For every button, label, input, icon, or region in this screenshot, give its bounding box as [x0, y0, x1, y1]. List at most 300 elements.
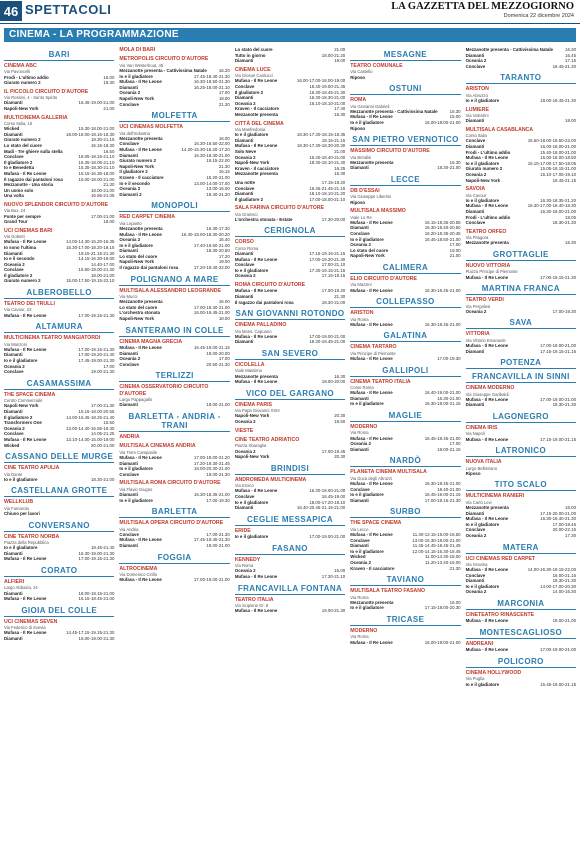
showtime-row [119, 543, 229, 549]
venue-name: RED CARPET CINEMA [119, 214, 176, 221]
showtime-row [350, 126, 460, 132]
film-title: Mufasa - Il Re Leone [465, 342, 509, 348]
film-title: Diamanti [4, 131, 23, 137]
film-title: Mufasa - Il Re Leone [4, 437, 47, 443]
showtime-row [4, 219, 114, 225]
venue-address: Via Fumarola [4, 505, 29, 511]
showtime-row [350, 401, 460, 407]
film-title: Giurato numero 2 [465, 166, 503, 172]
showtime-row [119, 577, 229, 583]
city-heading: COLLEPASSO [350, 296, 460, 308]
film-title: Conclave [119, 471, 139, 477]
venue-address: Via Federico di Svevia [4, 625, 46, 631]
showtimes: 15.05-18.15-21.00 [540, 166, 577, 172]
venue-block [235, 437, 345, 460]
film-title: Conclave [119, 101, 139, 107]
film-title: Mufasa - Il Re Leone [350, 321, 393, 327]
city-heading: BARI [4, 49, 114, 61]
film-title: Conclave [4, 154, 24, 160]
showtimes: 18.00-20.30-21.00 [193, 466, 230, 472]
venue-address: Via Mazzini [350, 282, 372, 288]
showtime-row [350, 498, 460, 504]
film-title: Diamanti [4, 590, 23, 596]
film-title: Io e il gladiatore [350, 492, 384, 498]
showtimes: 14.20-15.30-16.20-17.20 [181, 146, 230, 152]
venue-address: Viale Massimo [234, 368, 262, 374]
showtimes: 17.00 [449, 242, 461, 248]
showtimes: 18.00-21.00 [552, 618, 577, 624]
showtime-row [235, 608, 345, 614]
showtimes: 18.30-18.45-21.00 [309, 339, 346, 345]
showtimes: 20.00-21.00 [90, 442, 115, 448]
showtimes: 16.55-21.05 [90, 193, 115, 199]
film-title: Lo stato del cuore [119, 304, 158, 310]
showtimes: 18.50 [334, 419, 346, 425]
showtime-row [4, 106, 114, 112]
venue-address: Viale Lo Re [350, 214, 372, 220]
venue-block [4, 89, 114, 112]
venue-address: Via Van Westerhout, 45 [119, 62, 164, 68]
showtimes: 18.40-21.20 [206, 191, 230, 197]
section-banner: CINEMA - LA PROGRAMMAZIONE [4, 28, 576, 42]
showtimes: 19.00-21.30 [206, 471, 230, 477]
showtimes: 15.10-17.05-19.10 [540, 171, 577, 177]
showtime-row [4, 556, 114, 562]
film-title: Io e il gladiatore [234, 534, 269, 540]
venue-address: Via Dante [4, 471, 23, 477]
film-title: Diamanti [119, 402, 138, 408]
film-title: Diamanti [350, 446, 369, 452]
showtimes: 14.40-17.00 [90, 261, 115, 267]
city-heading: BRINDISI [235, 463, 345, 475]
showtimes: 18.00-21.00 [206, 402, 230, 408]
showtime-row [350, 605, 460, 611]
showtimes: 19.15-21.15-21.30 [78, 250, 115, 256]
showtimes: 17.45-19.45-21.30 [193, 537, 230, 543]
film-title: Napoli-New York [234, 160, 270, 166]
showtimes: 15.50-18.00-18.50-22.00 [527, 138, 577, 144]
venue-name: CINEMA TARTARO [350, 344, 397, 351]
film-title: Chiuso per lavori [4, 511, 40, 517]
showtimes: 16.00 [565, 504, 577, 510]
showtime-row [466, 178, 576, 184]
showtime-row [350, 447, 460, 453]
showtimes: 19.00-21.30 [321, 608, 346, 614]
film-title: Mufasa - Il Re Leone [119, 577, 162, 583]
showtimes: 16.50-19.00-21.30 [78, 267, 115, 273]
showtime-row [466, 240, 576, 246]
showtime-row [235, 339, 345, 345]
city-heading: CONVERSANO [4, 520, 114, 532]
film-title: Napoli-New York [119, 95, 154, 101]
showtimes: 13.00-15.30-18.00-21.00 [412, 537, 461, 543]
film-title: Mezzanotte - Una storia [4, 182, 54, 188]
venue-name: MULTISALA CASABLANCA [465, 126, 534, 133]
showtime-row [4, 80, 114, 86]
venue-block [235, 47, 345, 64]
film-title: Kraven - Il cacciatore [234, 165, 279, 171]
showtimes: 14.00-17.00-20.30 [540, 583, 577, 589]
city-heading: FOGGIA [119, 552, 229, 564]
venue-address: Via Pergolesi [465, 303, 491, 309]
city-heading: CASTELLANA GROTTE [4, 485, 114, 497]
showtimes: 17.00-18.30-21.00 [193, 304, 230, 310]
venue-name: CINETEATRO RINASCENTE [465, 612, 535, 619]
film-title: Diamanti [4, 250, 23, 256]
venue-block [119, 566, 229, 583]
showtimes: 17.00-19.30 [206, 497, 230, 503]
showtime-row [235, 58, 345, 64]
showtimes: 17.00-19.15-21.30 [78, 312, 115, 318]
venue-name: UCI CINEMAS SEVEN [4, 618, 58, 625]
venue-address: Piazza Principe di Piemonte [465, 269, 518, 275]
film-title: Io e Benedetta [4, 165, 35, 171]
showtimes: 16.30 [449, 159, 461, 165]
venue-block [350, 469, 460, 503]
showtimes: 14.00-16.30-19.15-22.00 [527, 567, 577, 573]
listing-column-5 [466, 47, 576, 837]
city-heading: TITO SCALO [466, 479, 576, 491]
venue-name: ROMA [350, 97, 367, 104]
film-title: Io e il gladiatore [4, 476, 38, 482]
venue-address: Via Roma [234, 563, 254, 569]
venue-name: CINE TEATRO APULIA [4, 465, 60, 472]
film-title: Riposo [350, 74, 366, 80]
venue-block [350, 379, 460, 407]
showtime-row [466, 220, 576, 226]
showtime-row [4, 443, 114, 449]
showtime-row [235, 300, 345, 306]
venue-block [466, 493, 576, 538]
venue-block [119, 520, 229, 548]
showtimes: 16.15-18.35-20.55 [424, 219, 461, 225]
showtimes: 15.15-16.35-18.00 [78, 170, 115, 176]
venue-name: TEATRO DEI TRULLI [4, 301, 55, 308]
city-heading: ALBEROBELLO [4, 287, 114, 299]
showtime-row [466, 98, 576, 104]
venue-name: ROMA CIRCUITO D'AUTORE [234, 282, 306, 289]
showtimes: 18.00 [103, 219, 115, 225]
film-title: Mezzanotte presenta [465, 504, 509, 510]
showtime-row [466, 64, 576, 70]
showtimes: 16.30-18.40-21.30 [540, 516, 577, 522]
venue-name: MULTISALA MASSIMO [350, 208, 406, 215]
film-title: Il ragazzo dai pantaloni rosa [234, 299, 294, 305]
city-heading: TERLIZZI [119, 370, 229, 382]
venue-name: ARISTON [350, 310, 374, 317]
city-heading: FRANCAVILLA FONTANA [235, 583, 345, 595]
venue-block [466, 297, 576, 314]
showtimes: 17.00-19.30 [552, 308, 577, 314]
film-title: Oceania 2 [234, 273, 256, 279]
film-title: Mufasa - Il Re Leone [465, 436, 509, 442]
showtimes: 17.40 [334, 106, 346, 112]
showtime-row [350, 200, 460, 206]
film-title: Il gladiatore 2 [4, 272, 33, 278]
showtimes: 18.00-17.20-18.10 [309, 499, 346, 505]
venue-address: Via Brindisi [350, 154, 372, 160]
venue-block [235, 239, 345, 279]
venue-address: Via Mucci [119, 294, 138, 300]
film-title: Conclave [465, 63, 486, 69]
showtimes: 16.30 [334, 171, 346, 177]
venue-block [235, 205, 345, 222]
city-heading: CALIMERA [350, 262, 460, 274]
venue-name: CINEMA MAGNA GRECIA [119, 338, 183, 345]
venue-block [466, 385, 576, 408]
showtimes: 16.00 [449, 599, 461, 605]
showtimes: 16.45-19.00-21.15 [193, 345, 230, 351]
film-title: Diamanti [350, 165, 369, 171]
film-title: Napoli-New York [4, 403, 39, 409]
venue-address: Via Andria [119, 526, 139, 532]
film-title: Io e il gladiatore [465, 521, 500, 527]
venue-block [466, 556, 576, 596]
film-title: Il gladiatore 2 [234, 196, 264, 202]
film-title: Diamanti [4, 409, 23, 415]
showtimes: 16.30-18.00-21.15 [424, 401, 461, 407]
venue-block [119, 434, 229, 440]
showtimes: 18.30-17.30-18.15-18.35 [296, 132, 346, 138]
film-title: Mufasa - Il Re Leone [119, 79, 162, 85]
venue-name: TEATRO ORFEO [465, 228, 507, 235]
showtimes: 17.00 [218, 356, 230, 362]
venue-name: MULTISALA CINEMAS ANDRIA [119, 443, 196, 450]
film-title: Mufasa - Il Re Leone [234, 256, 278, 262]
showtimes: 16.00-17.00-18.00-19.00 [296, 78, 346, 84]
venue-block [4, 392, 114, 448]
film-title: Mufasa - Il Re Leone [350, 531, 393, 537]
film-title: Oceania 2 [350, 559, 371, 565]
film-title: Wicked [4, 442, 20, 448]
venue-address: Via Giuseppe Garibaldi [465, 391, 509, 397]
film-title: Io e il gladiatore [234, 499, 269, 505]
film-title: Mufasa - Il Re Leone [350, 390, 393, 396]
listings-columns [4, 47, 576, 837]
venue-name: ANDROMEDA MULTICINEMA [234, 476, 307, 483]
showtimes: 17.00-19.15-21.30 [540, 274, 577, 280]
venue-block [466, 459, 576, 476]
film-title: Fonte per sempre [4, 213, 41, 219]
film-title: Diamanti [234, 339, 254, 345]
showtimes: 18.00-18.45-21.30 [540, 97, 577, 103]
venue-name: MULTICINEMA GALLERIA [4, 114, 68, 121]
film-title: Kraven - Il cacciatore [234, 106, 279, 112]
venue-name: MULTISALA ALESSANDRO LEOGRANDE [119, 287, 221, 294]
city-heading: CERIGNOLA [235, 225, 345, 237]
showtimes: 18.30-18.10-21.40 [309, 160, 346, 166]
film-title: Mufasa - Il Re Leone [465, 396, 509, 402]
venue-block [235, 180, 345, 202]
venue-address: Via Abruzzo [465, 92, 488, 98]
film-title: Oceania 2 [234, 419, 256, 425]
showtimes: 18.30-21.15 [90, 137, 115, 143]
city-heading: CORATO [4, 565, 114, 577]
venue-block [119, 288, 229, 322]
venue-address: Via dell'Industria [119, 130, 150, 136]
showtimes: 19.00-21.15 [437, 446, 461, 452]
film-title: Diamanti [350, 497, 369, 503]
showtimes: 20.30 [334, 454, 346, 460]
showtimes: 14.00-16.30 [552, 589, 577, 595]
film-title: Mezzanotte presenta - Cattivissima Natale [350, 108, 438, 114]
venue-address: Corso Roma [234, 245, 259, 251]
showtime-row [350, 288, 460, 294]
film-title: Diamanti [119, 543, 138, 549]
showtimes: 18.00-21.00 [206, 543, 230, 549]
film-title: Mufasa - Il Re Leone [350, 114, 393, 120]
venue-block [119, 124, 229, 197]
film-title: Diamanti [234, 505, 254, 511]
showtime-row [119, 102, 229, 108]
film-title: Mufasa - Il Re Leone [234, 379, 278, 385]
film-title: Diamanti [119, 492, 138, 498]
city-heading: BARLETTA - ANDRIA - TRANI [119, 411, 229, 432]
film-title: Io e il gladiatore [465, 197, 500, 203]
showtimes: 17.45-19.00-21.30 [78, 358, 115, 364]
film-title: Diamanti [4, 352, 23, 358]
venue-block [235, 282, 345, 305]
venue-name: DB D'ESSAI [350, 187, 380, 194]
city-heading: MAGLIE [350, 410, 460, 422]
showtimes: 17.00-19.00-21.00 [193, 577, 230, 583]
venue-block [466, 425, 576, 442]
film-title: Conclave [465, 220, 486, 226]
film-title: Io e il gladiatore [119, 497, 153, 503]
film-title: L'orchestra stonata [119, 310, 160, 316]
film-title: Oceania 2 [234, 568, 256, 574]
venue-address: Via Roma [350, 594, 369, 600]
venue-block [119, 384, 229, 408]
film-title: Diamanti [234, 191, 254, 197]
film-title: Io e il gladiatore [465, 583, 500, 589]
venue-address: Via Castello [350, 69, 373, 75]
film-title: Napoli-New York [4, 106, 39, 111]
film-title: Diamanti [465, 348, 485, 354]
showtimes: 16.45 [565, 52, 577, 58]
film-title: Wicked [350, 554, 366, 560]
venue-address: Via Principe di Piemonte [350, 350, 396, 356]
venue-block [119, 339, 229, 368]
showtimes: 18.15-21.15 [321, 137, 346, 143]
film-title: Il gladiatore 2 [119, 169, 148, 175]
page-header [0, 0, 580, 22]
city-heading: CEGLIE MESSAPICA [235, 514, 345, 526]
film-title: Napoli-New York [119, 259, 154, 265]
film-title: Conclave [350, 537, 370, 543]
showtimes: 20.00-22.15 [552, 527, 577, 533]
showtime-row [235, 217, 345, 223]
venue-name: KENNEDY [234, 556, 261, 563]
city-heading: GALLIPOLI [350, 365, 460, 377]
film-title: Oceania 2 [119, 90, 141, 96]
film-title: Grand Tour [4, 219, 28, 225]
showtimes: 17.00-19.00-21.00 [540, 647, 577, 653]
showtime-row [235, 112, 345, 118]
film-title: Mezzanotte presenta - Cattivissima Natale [119, 68, 207, 74]
venue-block [4, 619, 114, 642]
showtime-row [4, 477, 114, 483]
venue-name: PLANETA CINEMA MULTISALA [350, 469, 427, 476]
film-title: Il ragazzo dai pantaloni rosa [4, 176, 63, 182]
showtimes: 16.30-17.30 [206, 225, 230, 231]
venue-block [4, 579, 114, 602]
showtime-row [466, 118, 576, 124]
film-title: Kraven - Il cacciatore [119, 174, 164, 180]
venue-block [119, 47, 229, 53]
film-title: Oceania 2 [465, 532, 487, 538]
film-title: Conclave [234, 262, 255, 268]
venue-block [235, 121, 345, 177]
film-title: Giurato numero 2 [4, 80, 41, 86]
film-title: Solo Neve [234, 148, 257, 154]
film-title: Io e il gladiatore [119, 242, 153, 248]
showtimes: 16.30-18.40-20.50 [424, 225, 461, 231]
showtimes: 17.15-19.15 [321, 273, 346, 279]
venue-name: METROPOLIS CIRCUITO D'AUTORE [119, 56, 209, 63]
venue-address: Via Duca degli Abruzzi [350, 475, 393, 481]
film-title: Diamanti [465, 510, 485, 516]
venue-block [235, 557, 345, 580]
showtimes: 16.30 [334, 373, 346, 379]
showtimes: 16.40-19.00-21.00 [424, 390, 461, 396]
showtimes: 17.00-19.30 [437, 355, 461, 361]
showtimes: 16.00-19.45-21.00 [193, 310, 230, 316]
showtimes: 18.30-21.30 [552, 402, 577, 408]
venue-name: NUOVO VITTORIA [465, 262, 511, 269]
film-title: Mezzanotte presenta [119, 299, 163, 305]
film-title: Mufasa - Il Re Leone [4, 239, 47, 245]
film-title: Napoli-New York [119, 163, 154, 169]
showtimes: 21.00 [449, 253, 461, 259]
film-title: Mezzanotte presenta [119, 225, 163, 231]
film-title: Mufasa - Il Re Leone [350, 287, 393, 293]
showtimes: 17.00-19.00-21.00 [540, 342, 577, 348]
film-title: Diamanti [119, 460, 138, 466]
showtimes: 16.30-18.45-21.30 [309, 89, 346, 95]
venue-block [466, 641, 576, 653]
venue-name: IL PICCOLO CIRCUITO D'AUTORE [4, 88, 89, 95]
showtimes: 17.20-19.40-22.00 [193, 265, 230, 271]
city-heading: BARLETTA [119, 506, 229, 518]
film-title: Oceania 2 [350, 441, 371, 447]
showtime-row [119, 362, 229, 368]
showtimes: 17.20 [218, 253, 230, 259]
venue-block [466, 612, 576, 624]
showtimes: 13.00-15.00 [206, 186, 230, 192]
venue-address: Via Bux, 24 [4, 208, 26, 214]
showtimes: 21.00 [334, 148, 346, 154]
showtimes: 17.40-19.50-21.00 [193, 242, 230, 248]
venue-address: Via Roma [350, 316, 369, 322]
film-title: Mufasa - Il Re Leone [4, 630, 47, 636]
showtimes: 11.00-14.30-18.00 [425, 554, 461, 560]
film-title: Diamanti [234, 137, 254, 143]
film-title: Conclave [119, 141, 139, 147]
venue-address: Via Roma [350, 634, 369, 640]
showtime-row [466, 402, 576, 408]
venue-name: MODERNO [350, 627, 378, 634]
venue-block [350, 588, 460, 611]
film-title: Oceania 2 [465, 308, 487, 314]
city-heading: LECCE [350, 174, 460, 186]
showtimes: 16.45-19.00-21.00 [78, 100, 115, 106]
showtimes: 16.30-18.45-21.00 [424, 321, 461, 327]
venue-block [350, 148, 460, 171]
film-title: Mufasa - Il Re Leone [465, 567, 509, 573]
showtime-row [466, 437, 576, 443]
city-heading: FASANO [235, 543, 345, 555]
